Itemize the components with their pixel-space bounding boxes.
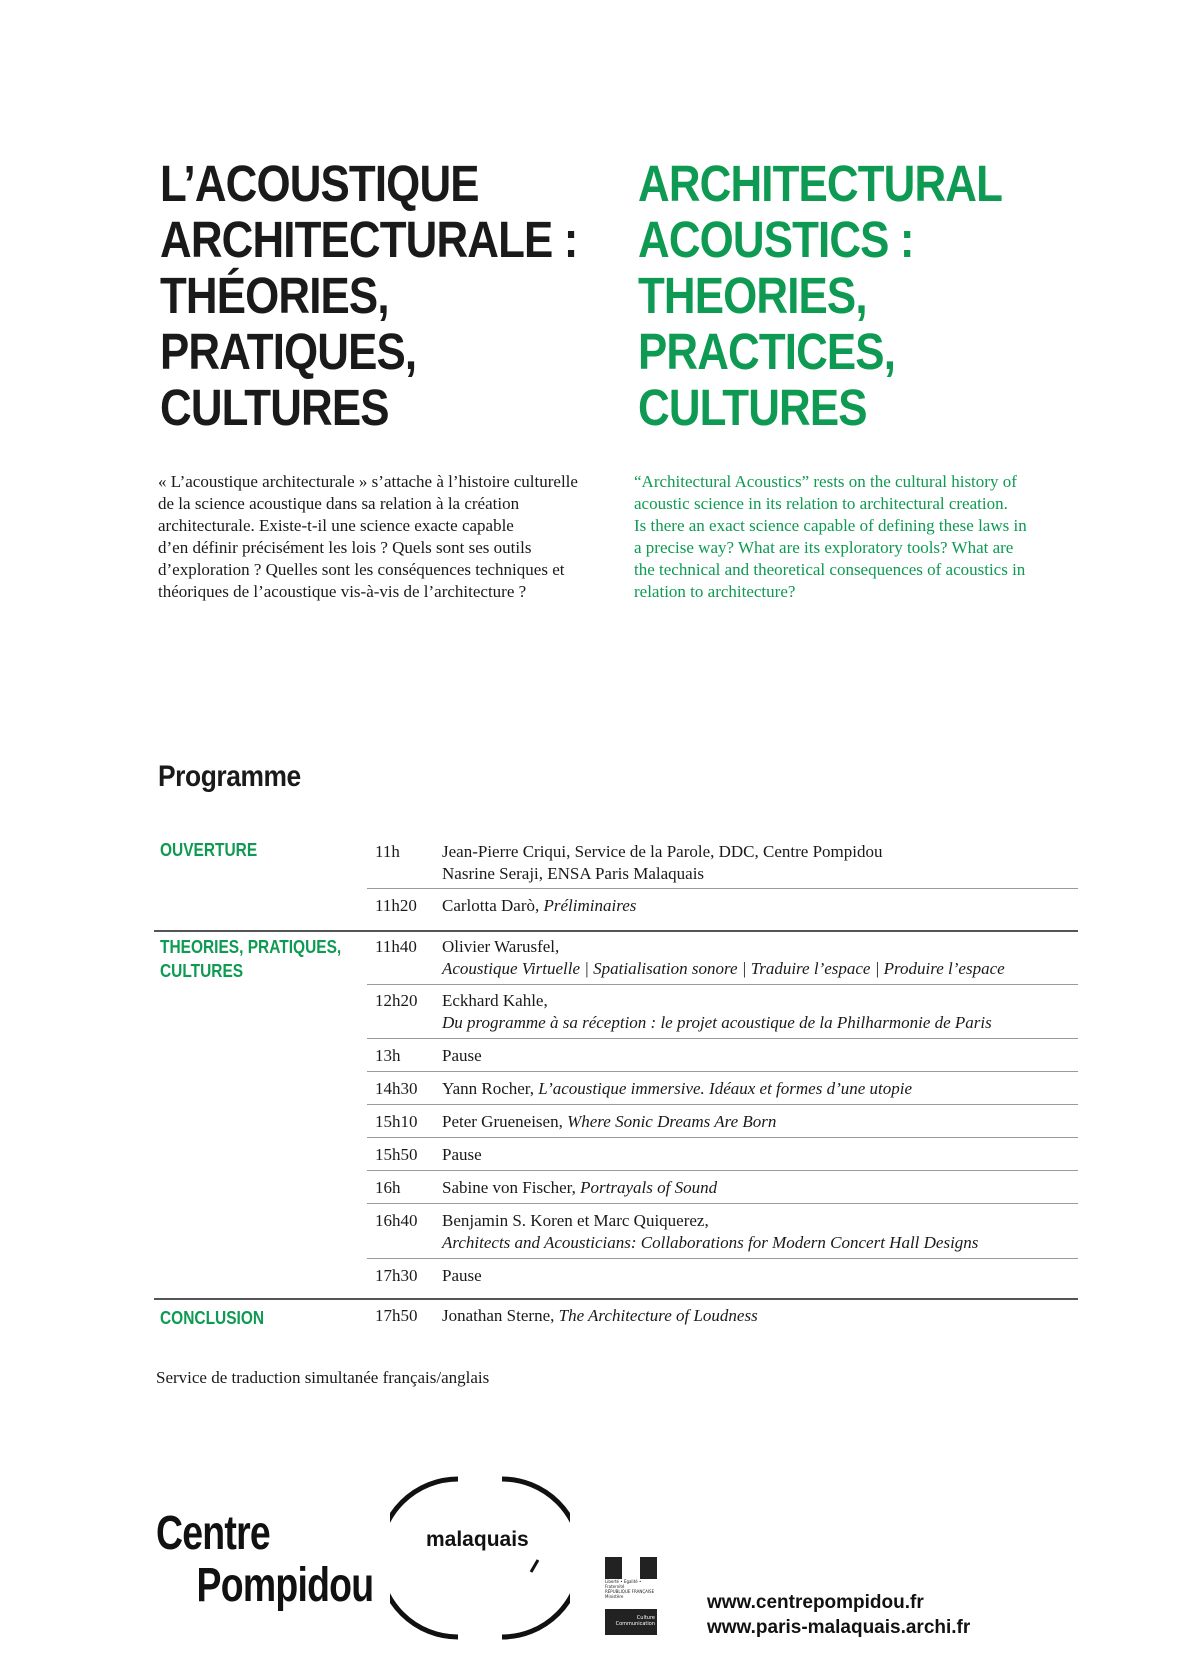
row-line2-italic: Acoustique Virtuelle | Spatialisation sonore | Traduire l’espace | Produire l’espace xyxy=(442,959,1005,978)
row-time: 17h30 xyxy=(375,1266,418,1285)
intro-en-line: a precise way? What are its exploratory tools? What are xyxy=(634,538,1014,557)
row-name: Pause xyxy=(442,1266,482,1285)
row-name: Benjamin S. Koren et Marc Quiquerez, xyxy=(442,1211,709,1230)
row-time: 11h20 xyxy=(375,896,417,915)
section-label-line: OUVERTURE xyxy=(160,840,258,860)
title-en-line: THEORIES, xyxy=(638,267,867,324)
row-title: L’acoustique immersive. Idéaux et formes d’une utopie xyxy=(538,1079,913,1098)
title-fr-line: ARCHITECTURALE : xyxy=(160,211,578,268)
section-divider xyxy=(154,930,1078,932)
title-fr-line: PRATIQUES, xyxy=(160,323,417,380)
section-label-theories xyxy=(160,935,341,983)
row-time: 17h50 xyxy=(375,1306,418,1325)
url-paris-malaquais[interactable]: www.paris-malaquais.archi.fr xyxy=(707,1617,971,1638)
title-french xyxy=(160,156,645,436)
row-divider xyxy=(367,888,1078,889)
row-time: 11h xyxy=(375,842,400,861)
row-name: Eckhard Kahle, xyxy=(442,991,548,1010)
programme-heading: Programme xyxy=(158,760,301,793)
section-label-ouverture xyxy=(160,838,257,862)
intro-en-line: the technical and theoretical consequences of acoustics in xyxy=(634,560,1026,579)
row-time: 12h20 xyxy=(375,991,418,1010)
row-line2-italic: Du programme à sa réception : le projet acoustique de la Philharmonie de Paris xyxy=(442,1013,992,1032)
row-time: 15h10 xyxy=(375,1112,418,1131)
title-english xyxy=(638,156,1061,436)
url-centre-pompidou[interactable]: www.centrepompidou.fr xyxy=(707,1592,924,1613)
row-title: Portrayals of Sound xyxy=(580,1178,718,1197)
title-en-line: ARCHITECTURAL xyxy=(638,155,1003,212)
row-divider xyxy=(367,1104,1078,1105)
culture-line: Communication xyxy=(615,1621,655,1627)
row-body xyxy=(442,1265,1072,1287)
section-label-line: CULTURES xyxy=(160,961,244,981)
gov-ministere: Ministère xyxy=(605,1594,624,1599)
row-line2-italic: Architects and Acousticians: Collaborations for Modern Concert Hall Designs xyxy=(442,1233,979,1252)
row-divider xyxy=(367,984,1078,985)
row-title: Where Sonic Dreams Are Born xyxy=(567,1112,777,1131)
intro-fr-line: d’en définir précisément les lois ? Quels sont ses outils xyxy=(158,538,532,557)
row-body xyxy=(442,990,1072,1034)
row-name: Jean-Pierre Criqui, Service de la Parole, DDC, Centre Pompidou xyxy=(442,842,883,861)
culture-line: Culture xyxy=(636,1615,655,1621)
row-name: Jonathan Sterne, xyxy=(442,1306,559,1325)
section-label-line: THEORIES, PRATIQUES, xyxy=(160,937,342,957)
row-divider xyxy=(367,1071,1078,1072)
malaquais-logo-ring xyxy=(390,1468,570,1648)
row-divider xyxy=(367,1137,1078,1138)
intro-en-line: relation to architecture? xyxy=(634,582,796,601)
row-name: Peter Grueneisen, xyxy=(442,1112,568,1131)
row-time: 16h xyxy=(375,1178,401,1197)
title-fr-line: THÉORIES, xyxy=(160,267,389,324)
row-name: Pause xyxy=(442,1046,482,1065)
gov-motto: Liberté • Égalité • Fraternité xyxy=(605,1579,642,1589)
row-title: The Architecture of Loudness xyxy=(558,1306,758,1325)
culture-communication-badge xyxy=(605,1609,657,1635)
row-body xyxy=(442,1144,1072,1166)
section-label-conclusion xyxy=(160,1306,264,1330)
row-line2: Nasrine Seraji, ENSA Paris Malaquais xyxy=(442,864,705,883)
intro-fr-line: « L’acoustique architecturale » s’attache à l’histoire culturelle xyxy=(158,472,578,491)
row-divider xyxy=(367,1203,1078,1204)
centre-pompidou-logo xyxy=(156,1508,373,1612)
row-name: Yann Rocher, xyxy=(442,1079,539,1098)
intro-en-line: acoustic science in its relation to architectural creation. xyxy=(634,494,1008,513)
marianne-flag-icon xyxy=(605,1557,657,1579)
translation-note: Service de traduction simultanée français/anglais xyxy=(156,1368,490,1387)
title-en-line: ACOUSTICS : xyxy=(638,211,914,268)
row-divider xyxy=(367,1170,1078,1171)
logo-cp-line: Centre xyxy=(156,1507,270,1560)
row-time: 15h50 xyxy=(375,1145,418,1164)
title-en-line: CULTURES xyxy=(638,379,867,436)
row-body xyxy=(442,1111,1072,1133)
title-en-line: PRACTICES, xyxy=(638,323,896,380)
row-name: Olivier Warusfel, xyxy=(442,937,560,956)
row-time: 14h30 xyxy=(375,1079,418,1098)
title-fr-line: CULTURES xyxy=(160,379,389,436)
title-fr-line: L’ACOUSTIQUE xyxy=(160,155,479,212)
row-body xyxy=(442,1078,1072,1100)
section-divider xyxy=(154,1298,1078,1300)
row-body xyxy=(442,1210,1072,1254)
malaquais-logo-text: malaquais xyxy=(426,1528,529,1551)
logo-cp-line: Pompidou xyxy=(196,1559,374,1612)
intro-fr-line: architecturale. Existe-t-il une science exacte capable xyxy=(158,516,514,535)
intro-fr-line: d’exploration ? Quelles sont les conséquences techniques et xyxy=(158,560,565,579)
intro-english xyxy=(634,471,1074,603)
row-body xyxy=(442,1305,1072,1327)
row-divider xyxy=(367,1258,1078,1259)
row-body xyxy=(442,895,1072,917)
row-time: 13h xyxy=(375,1046,401,1065)
gov-republique: RÉPUBLIQUE FRANÇAISE xyxy=(605,1589,655,1594)
intro-fr-line: de la science acoustique dans sa relation à la création xyxy=(158,494,520,513)
row-body xyxy=(442,841,1072,885)
row-body xyxy=(442,1177,1072,1199)
intro-en-line: Is there an exact science capable of defining these laws in xyxy=(634,516,1027,535)
intro-fr-line: théoriques de l’acoustique vis-à-vis de l’architecture ? xyxy=(158,582,527,601)
website-links xyxy=(707,1590,970,1640)
row-time: 11h40 xyxy=(375,937,417,956)
row-divider xyxy=(367,1038,1078,1039)
row-name: Sabine von Fischer, xyxy=(442,1178,581,1197)
section-label-line: CONCLUSION xyxy=(160,1308,265,1328)
ministry-culture-logo xyxy=(605,1557,657,1635)
row-name: Pause xyxy=(442,1145,482,1164)
row-title: Préliminaires xyxy=(543,896,637,915)
row-name: Carlotta Darò, xyxy=(442,896,544,915)
row-body xyxy=(442,936,1072,980)
row-time: 16h40 xyxy=(375,1211,418,1230)
intro-french xyxy=(158,471,598,603)
row-body xyxy=(442,1045,1072,1067)
intro-en-line: “Architectural Acoustics” rests on the cultural history of xyxy=(634,472,1017,491)
